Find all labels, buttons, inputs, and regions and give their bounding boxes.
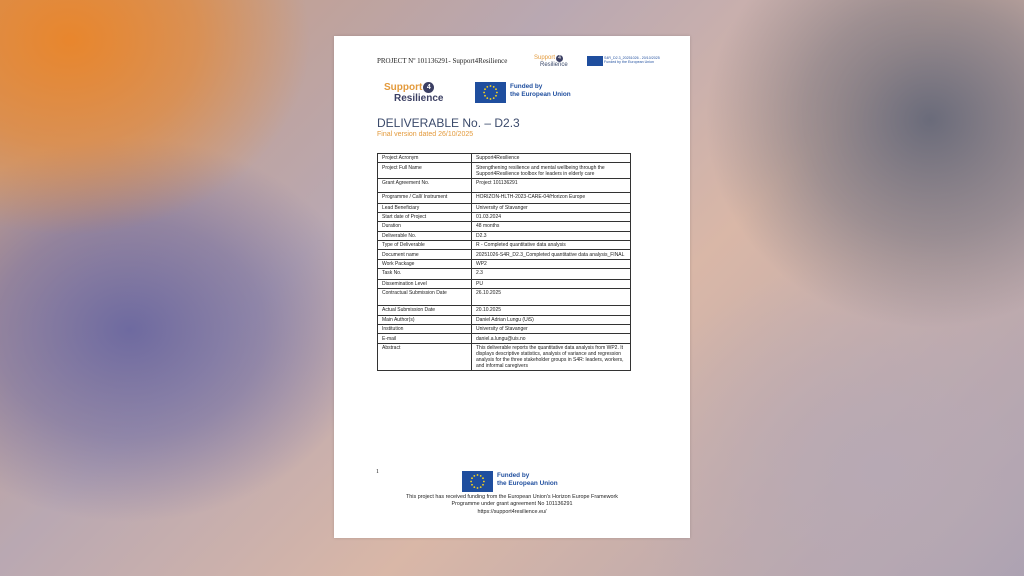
eu-funded-text: Funded by the European Union — [510, 83, 571, 98]
table-row: Lead Beneficiary University of Stavanger — [378, 203, 631, 212]
table-row: Duration 48 months — [378, 222, 631, 231]
page-number: 1 — [376, 469, 379, 475]
header-eu-text: S4R_D2.3_20251026 - 20/10/2025 Funded by the European Union — [604, 56, 660, 65]
deliverable-title: DELIVERABLE No. – D2.3 — [377, 116, 520, 130]
table-row: Dissemination Level PU — [378, 279, 631, 288]
table-row: Programme / Call/ Instrument HORIZON-HLTH-2023-CARE-04/Horizon Europe — [378, 193, 631, 203]
footer-text: This project has received funding from the European Union's Horizon Europe Framework Programme under grant agreement No 101136291 https://support4resilience.eu/ — [334, 494, 690, 516]
table-row: Task No. 2.3 — [378, 269, 631, 279]
table-row: Contractual Submission Date 26.10.2025 — [378, 288, 631, 305]
table-row: Project Acronym Support4Resilience — [378, 154, 631, 163]
table-row: Institution University of Stavanger — [378, 325, 631, 334]
project-info-table — [377, 153, 631, 371]
document-page — [334, 36, 690, 538]
footer-eu-flag-icon — [462, 471, 493, 492]
table-row: Type of Deliverable R - Completed quantitative data analysis — [378, 241, 631, 250]
footer-link[interactable]: https://support4resilience.eu/ — [477, 508, 547, 515]
table-row: Grant Agreement No. Project 101136291 — [378, 178, 631, 192]
s4r-logo: Support 4 Resilience — [384, 82, 444, 104]
deliverable-subtitle: Final version dated 26/10/2025 — [377, 131, 474, 138]
header-s4r-logo: Support 4 Resilience — [534, 55, 568, 68]
header-eu-flag-icon — [587, 56, 603, 66]
header-project-line: PROJECT Nº 101136291- Support4Resilience — [377, 57, 508, 65]
table-row: Work Package WP2 — [378, 259, 631, 268]
table-row: Main Author(s) Daniel Adrian Lungu (UiS) — [378, 315, 631, 324]
table-row: Start date of Project 01.03.2024 — [378, 212, 631, 221]
table-row: Abstract This deliverable reports the quantitative data analysis from WP2. It displays descriptive statistics, analysis of variance and regression analysis for the three stakeholder groups in S4R: leaders, workers, and informal caregivers — [378, 343, 631, 370]
table-row: Deliverable No. D2.3 — [378, 231, 631, 240]
table-row: E-mail daniel.a.lungu@uis.no — [378, 334, 631, 343]
table-row: Document name 20251026-S4R_D2.3_Completed quantitative data analysis_FINAL — [378, 250, 631, 259]
table-row: Actual Submission Date 20.10.2025 — [378, 306, 631, 315]
eu-flag-icon — [475, 82, 506, 103]
table-row: Project Full Name Strengthening resilience and mental wellbeing through the Support4Resilience toolbox for leaders in elderly care — [378, 163, 631, 178]
footer-eu-funded-text: Funded by the European Union — [497, 472, 558, 487]
